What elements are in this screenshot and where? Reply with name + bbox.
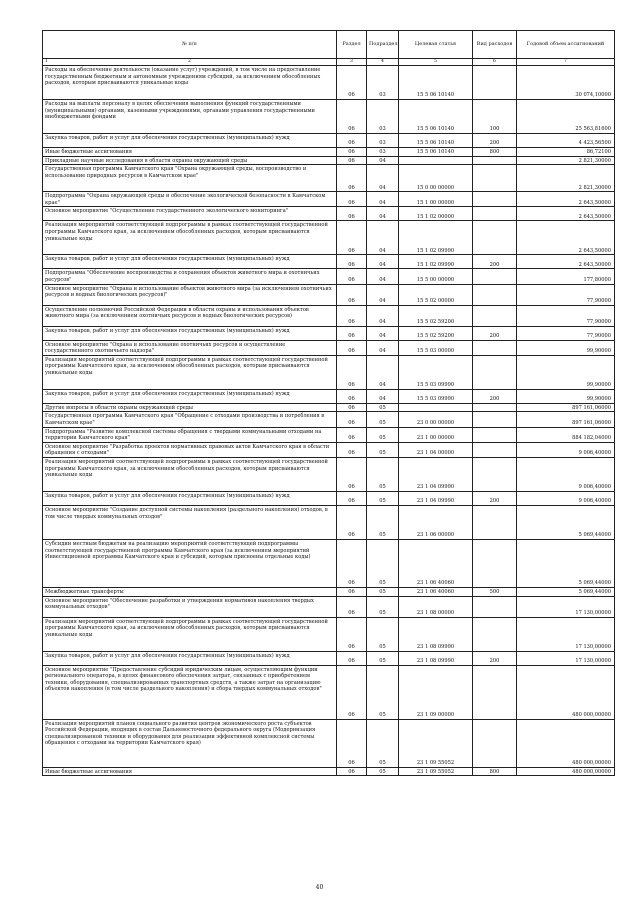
row-section: 06	[337, 134, 367, 148]
table-row	[43, 491, 615, 505]
row-target: 23 0 00 00000	[399, 412, 473, 427]
row-amount: 25 563,81600	[517, 100, 615, 134]
row-amount: 77,90000	[517, 284, 615, 305]
row-subsection: 03	[367, 66, 399, 100]
table-row	[43, 427, 615, 442]
row-amount: 99,90000	[517, 355, 615, 389]
row-expense-type	[473, 305, 517, 326]
row-name: Государственная программа Камчатского края "Обращение с отходами производства и потребления в Камчатском крае"	[43, 412, 337, 427]
row-section: 06	[337, 326, 367, 340]
row-expense-type	[473, 412, 517, 427]
row-name: Подпрограмма "Развитие комплексной системы обращения с твердыми коммунальными отходами на территории Камчатского края"	[43, 427, 337, 442]
row-subsection: 04	[367, 355, 399, 389]
row-section: 06	[337, 505, 367, 539]
budget-sheet	[42, 30, 614, 776]
row-section: 06	[337, 340, 367, 355]
row-subsection: 05	[367, 403, 399, 412]
row-name: Осуществление полномочий Российской Федерации в области охраны и использования объектов животного мира (за исключением охотничьих ресурсов и водных биологических ресурсов)	[43, 305, 337, 326]
row-target: 15 5 02 59200	[399, 305, 473, 326]
table-row	[43, 284, 615, 305]
row-name: Реализация мероприятий соответствующей подпрограммы в рамках соответствующей государственной программы Камчатского края, за исключением обособленных расходов, которым присваиваются уникальные коды	[43, 617, 337, 651]
table-row	[43, 134, 615, 148]
column-numbers-row	[43, 59, 615, 66]
row-name: Основное мероприятие "Разработка проектов нормативных правовых актов Камчатского края в области обращения с отходами"	[43, 442, 337, 457]
row-target: 15 5 06 10140	[399, 66, 473, 100]
table-row	[43, 651, 615, 665]
row-section: 06	[337, 442, 367, 457]
row-expense-type: 200	[473, 134, 517, 148]
row-section: 06	[337, 284, 367, 305]
column-number: 5	[399, 59, 473, 66]
row-name: Закупка товаров, работ и услуг для обеспечения государственных (муниципальных) нужд	[43, 255, 337, 269]
row-amount: 5 069,44000	[517, 539, 615, 587]
table-row	[43, 767, 615, 776]
row-subsection: 04	[367, 207, 399, 221]
row-amount: 897 161,06000	[517, 412, 615, 427]
header-amount: Годовой объем ассигнований	[517, 31, 615, 59]
row-target	[399, 403, 473, 412]
row-section: 06	[337, 305, 367, 326]
table-row	[43, 539, 615, 587]
row-target: 15 5 06 10140	[399, 100, 473, 134]
row-expense-type: 200	[473, 255, 517, 269]
row-target: 23 1 06 40060	[399, 539, 473, 587]
row-expense-type: 200	[473, 651, 517, 665]
row-amount: 5 069,44000	[517, 505, 615, 539]
row-name: Основное мероприятие "Обеспечение разработки и утверждения нормативов накопления твердых коммунальных отходов"	[43, 596, 337, 617]
row-target: 23 1 08 00000	[399, 596, 473, 617]
row-section: 06	[337, 491, 367, 505]
row-expense-type	[473, 596, 517, 617]
row-amount: 480 000,00000	[517, 767, 615, 776]
row-section: 06	[337, 617, 367, 651]
row-target: 23 1 06 00000	[399, 505, 473, 539]
column-number: 4	[367, 59, 399, 66]
row-amount: 77,90000	[517, 326, 615, 340]
row-section: 06	[337, 100, 367, 134]
row-subsection: 05	[367, 442, 399, 457]
row-section: 06	[337, 403, 367, 412]
row-section: 06	[337, 719, 367, 767]
row-amount: 99,90000	[517, 340, 615, 355]
table-row	[43, 505, 615, 539]
row-target: 23 1 08 09990	[399, 651, 473, 665]
row-subsection: 05	[367, 457, 399, 491]
row-amount: 86,72100	[517, 148, 615, 157]
row-section: 06	[337, 66, 367, 100]
row-target: 15 5 03 09990	[399, 355, 473, 389]
row-amount: 9 006,40000	[517, 442, 615, 457]
table-row	[43, 165, 615, 192]
row-expense-type	[473, 427, 517, 442]
row-amount: 9 006,40000	[517, 457, 615, 491]
row-subsection: 04	[367, 389, 399, 403]
row-section: 06	[337, 539, 367, 587]
row-expense-type	[473, 340, 517, 355]
table-row	[43, 457, 615, 491]
row-target: 23 1 00 00000	[399, 427, 473, 442]
row-name: Реализация мероприятий планов социального развития центров экономического роста субъектов Российской Федерации, входящих в состав Дальневосточного федерального округа (Модернизация специализированной техники и оборудования для реализации эффективной комплексной системы обращения с отходами на территории Камчатского края)	[43, 719, 337, 767]
table-row	[43, 148, 615, 157]
column-number: 1 2	[43, 59, 337, 66]
row-subsection: 04	[367, 221, 399, 255]
table-row	[43, 403, 615, 412]
header-section: Раздел	[337, 31, 367, 59]
row-subsection: 05	[367, 539, 399, 587]
row-expense-type: 800	[473, 767, 517, 776]
table-body	[43, 66, 615, 776]
row-amount: 177,80000	[517, 269, 615, 284]
row-subsection: 05	[367, 491, 399, 505]
row-subsection: 04	[367, 269, 399, 284]
row-name: Государственная программа Камчатского края "Охрана окружающей среды, воспроизводство и использование природных ресурсов в Камчатском крае"	[43, 165, 337, 192]
row-section: 06	[337, 148, 367, 157]
table-row	[43, 389, 615, 403]
row-name: Основное мероприятие "Предоставление субсидий юридическим лицам, осуществляющим функции регионального оператора, в целях финансового обеспечения затрат, связанных с приобретением техники, оборудования, специализированных транспортных средств, а также затрат на организацию объектов накопления (в том числе раздельного накопления) и сбора твердых коммунальных отходов"	[43, 665, 337, 719]
row-name: Субсидии местным бюджетам на реализацию мероприятий соответствующей подпрограммы соответствующей государственной программы Камчатского края (за исключением мероприятий Инвестиционной программы Камчатского края и субсидий, которым присвоены отдельные коды)	[43, 539, 337, 587]
row-amount: 2 643,50000	[517, 192, 615, 207]
row-subsection: 04	[367, 340, 399, 355]
table-row	[43, 305, 615, 326]
table-row	[43, 355, 615, 389]
row-amount: 17 130,00000	[517, 596, 615, 617]
row-name: Расходы на выплаты персоналу в целях обеспечения выполнения функций государственными (муниципальными) органами, казенными учреждениями, органами управления государственными внебюджетными фондами	[43, 100, 337, 134]
row-subsection: 05	[367, 617, 399, 651]
row-amount: 2 643,50000	[517, 221, 615, 255]
row-target: 15 5 02 00000	[399, 284, 473, 305]
row-section: 06	[337, 192, 367, 207]
row-name: Реализация мероприятий соответствующей подпрограммы в рамках соответствующей государственной программы Камчатского края, за исключением обособленных расходов, которым присваиваются уникальные коды	[43, 221, 337, 255]
row-expense-type	[473, 156, 517, 165]
row-expense-type	[473, 66, 517, 100]
row-subsection: 04	[367, 192, 399, 207]
row-target: 15 1 00 00000	[399, 192, 473, 207]
row-name: Основное мероприятие "Охрана и использование охотничьих ресурсов и осуществление государственного охотничьего надзора"	[43, 340, 337, 355]
header-expense-type: Вид расходов	[473, 31, 517, 59]
row-amount: 2 643,50000	[517, 207, 615, 221]
row-target: 23 1 09 00000	[399, 665, 473, 719]
row-expense-type: 200	[473, 326, 517, 340]
row-expense-type	[473, 505, 517, 539]
row-target: 15 5 00 00000	[399, 269, 473, 284]
row-expense-type	[473, 617, 517, 651]
row-target: 23 1 04 09990	[399, 491, 473, 505]
row-amount: 480 000,00000	[517, 719, 615, 767]
row-name: Основное мероприятие "Охрана и использование объектов животного мира (за исключением охотничьих ресурсов и водных биологических ресурсов)"	[43, 284, 337, 305]
row-amount: 30 074,10000	[517, 66, 615, 100]
row-subsection: 05	[367, 505, 399, 539]
row-target: 23 1 09 55052	[399, 767, 473, 776]
row-expense-type	[473, 457, 517, 491]
row-expense-type: 100	[473, 100, 517, 134]
table-row	[43, 255, 615, 269]
row-name: Расходы на обеспечение деятельности (оказание услуг) учреждений, в том числе на предоставление государственным бюджетным и автономным учреждениям субсидий, за исключением обособленных расходов, которым присваиваются уникальные коды	[43, 66, 337, 100]
row-amount: 480 000,00000	[517, 665, 615, 719]
budget-table	[42, 30, 615, 776]
row-target: 23 1 06 40060	[399, 587, 473, 596]
row-amount: 884 182,04000	[517, 427, 615, 442]
row-expense-type	[473, 207, 517, 221]
row-subsection: 05	[367, 427, 399, 442]
row-subsection: 04	[367, 326, 399, 340]
row-subsection: 04	[367, 305, 399, 326]
row-subsection: 05	[367, 587, 399, 596]
row-name: Закупка товаров, работ и услуг для обеспечения государственных (муниципальных) нужд	[43, 134, 337, 148]
table-row	[43, 442, 615, 457]
table-row	[43, 326, 615, 340]
row-section: 06	[337, 165, 367, 192]
row-expense-type	[473, 355, 517, 389]
row-subsection: 03	[367, 134, 399, 148]
row-subsection: 04	[367, 165, 399, 192]
table-row	[43, 221, 615, 255]
row-expense-type	[473, 165, 517, 192]
row-name: Прикладные научные исследования в области охраны окружающей среды	[43, 156, 337, 165]
row-subsection: 04	[367, 284, 399, 305]
row-target: 15 5 06 10140	[399, 148, 473, 157]
table-row	[43, 66, 615, 100]
table-header-row	[43, 31, 615, 59]
table-row	[43, 207, 615, 221]
row-subsection: 05	[367, 651, 399, 665]
row-expense-type	[473, 539, 517, 587]
row-subsection: 05	[367, 412, 399, 427]
row-section: 06	[337, 457, 367, 491]
row-name: Закупка товаров, работ и услуг для обеспечения государственных (муниципальных) нужд	[43, 326, 337, 340]
column-number: 3	[337, 59, 367, 66]
row-name: Подпрограмма "Обеспечение воспроизводства и сохранения объектов животного мира и охотничьих ресурсов"	[43, 269, 337, 284]
row-name: Реализация мероприятий соответствующей подпрограммы в рамках соответствующей государственной программы Камчатского края, за исключением обособленных расходов, которым присваиваются уникальные коды	[43, 457, 337, 491]
row-expense-type: 500	[473, 587, 517, 596]
row-expense-type	[473, 269, 517, 284]
row-target: 15 5 03 00000	[399, 340, 473, 355]
table-row	[43, 156, 615, 165]
row-subsection: 04	[367, 156, 399, 165]
row-name: Межбюджетные трансферты	[43, 587, 337, 596]
row-expense-type	[473, 665, 517, 719]
row-amount: 897 161,06000	[517, 403, 615, 412]
table-row	[43, 269, 615, 284]
row-subsection: 03	[367, 148, 399, 157]
row-name: Иные бюджетные ассигнования	[43, 148, 337, 157]
table-row	[43, 100, 615, 134]
row-expense-type	[473, 284, 517, 305]
row-expense-type: 200	[473, 491, 517, 505]
row-subsection: 03	[367, 100, 399, 134]
column-number: 6	[473, 59, 517, 66]
table-row	[43, 340, 615, 355]
row-amount: 4 423,56500	[517, 134, 615, 148]
row-section: 06	[337, 596, 367, 617]
row-section: 06	[337, 587, 367, 596]
row-amount: 2 821,30000	[517, 156, 615, 165]
row-expense-type	[473, 221, 517, 255]
row-target: 15 1 02 09990	[399, 221, 473, 255]
row-subsection: 05	[367, 767, 399, 776]
row-subsection: 04	[367, 255, 399, 269]
table-row	[43, 665, 615, 719]
row-expense-type: 800	[473, 148, 517, 157]
row-expense-type	[473, 192, 517, 207]
row-section: 06	[337, 665, 367, 719]
row-section: 06	[337, 221, 367, 255]
row-target: 23 1 04 09990	[399, 457, 473, 491]
row-name: Закупка товаров, работ и услуг для обеспечения государственных (муниципальных) нужд	[43, 389, 337, 403]
row-amount: 99,90000	[517, 389, 615, 403]
row-subsection: 05	[367, 665, 399, 719]
row-target: 15 0 00 00000	[399, 165, 473, 192]
row-expense-type	[473, 719, 517, 767]
row-name: Основное мероприятие "Создание доступной системы накопления (раздельного накопления) отходов, в том числе твердых коммунальных отходов"	[43, 505, 337, 539]
row-target: 15 5 06 10140	[399, 134, 473, 148]
page-number: 40	[315, 884, 324, 891]
row-name: Закупка товаров, работ и услуг для обеспечения государственных (муниципальных) нужд	[43, 651, 337, 665]
table-row	[43, 617, 615, 651]
row-amount: 2 821,30000	[517, 165, 615, 192]
row-name: Основное мероприятие "Осуществление государственного экологического мониторинга"	[43, 207, 337, 221]
column-number: 7	[517, 59, 615, 66]
row-target: 15 5 03 09990	[399, 389, 473, 403]
row-target: 15 1 02 00000	[399, 207, 473, 221]
row-section: 06	[337, 767, 367, 776]
header-name: № п/п	[43, 31, 337, 59]
row-name: Закупка товаров, работ и услуг для обеспечения государственных (муниципальных) нужд	[43, 491, 337, 505]
row-expense-type: 200	[473, 389, 517, 403]
row-target: 15 5 02 59200	[399, 326, 473, 340]
row-expense-type	[473, 403, 517, 412]
row-target: 23 1 08 09990	[399, 617, 473, 651]
row-section: 06	[337, 355, 367, 389]
table-row	[43, 596, 615, 617]
row-name: Иные бюджетные ассигнования	[43, 767, 337, 776]
row-expense-type	[473, 442, 517, 457]
row-target: 15 1 02 09990	[399, 255, 473, 269]
row-name: Реализация мероприятий соответствующей подпрограммы в рамках соответствующей государственной программы Камчатского края, за исключением обособленных расходов, которым присваиваются уникальные коды	[43, 355, 337, 389]
row-amount: 77,90000	[517, 305, 615, 326]
row-section: 06	[337, 389, 367, 403]
row-section: 06	[337, 156, 367, 165]
row-subsection: 05	[367, 596, 399, 617]
table-row	[43, 192, 615, 207]
row-name: Другие вопросы в области охраны окружающей среды	[43, 403, 337, 412]
row-amount: 17 130,00000	[517, 651, 615, 665]
row-amount: 2 643,50000	[517, 255, 615, 269]
table-row	[43, 587, 615, 596]
row-section: 06	[337, 255, 367, 269]
row-subsection: 05	[367, 719, 399, 767]
row-section: 06	[337, 651, 367, 665]
table-row	[43, 719, 615, 767]
row-section: 06	[337, 427, 367, 442]
header-target: Целевая статья	[399, 31, 473, 59]
row-section: 06	[337, 207, 367, 221]
row-amount: 9 006,40000	[517, 491, 615, 505]
row-target	[399, 156, 473, 165]
header-subsection: Подраздел	[367, 31, 399, 59]
row-amount: 5 069,44000	[517, 587, 615, 596]
table-row	[43, 412, 615, 427]
row-section: 06	[337, 269, 367, 284]
row-amount: 17 130,00000	[517, 617, 615, 651]
row-name: Подпрограмма "Охрана окружающей среды и обеспечение экологической безопасности в Камчатском крае"	[43, 192, 337, 207]
row-target: 23 1 04 00000	[399, 442, 473, 457]
row-target: 23 1 09 55052	[399, 719, 473, 767]
row-section: 06	[337, 412, 367, 427]
